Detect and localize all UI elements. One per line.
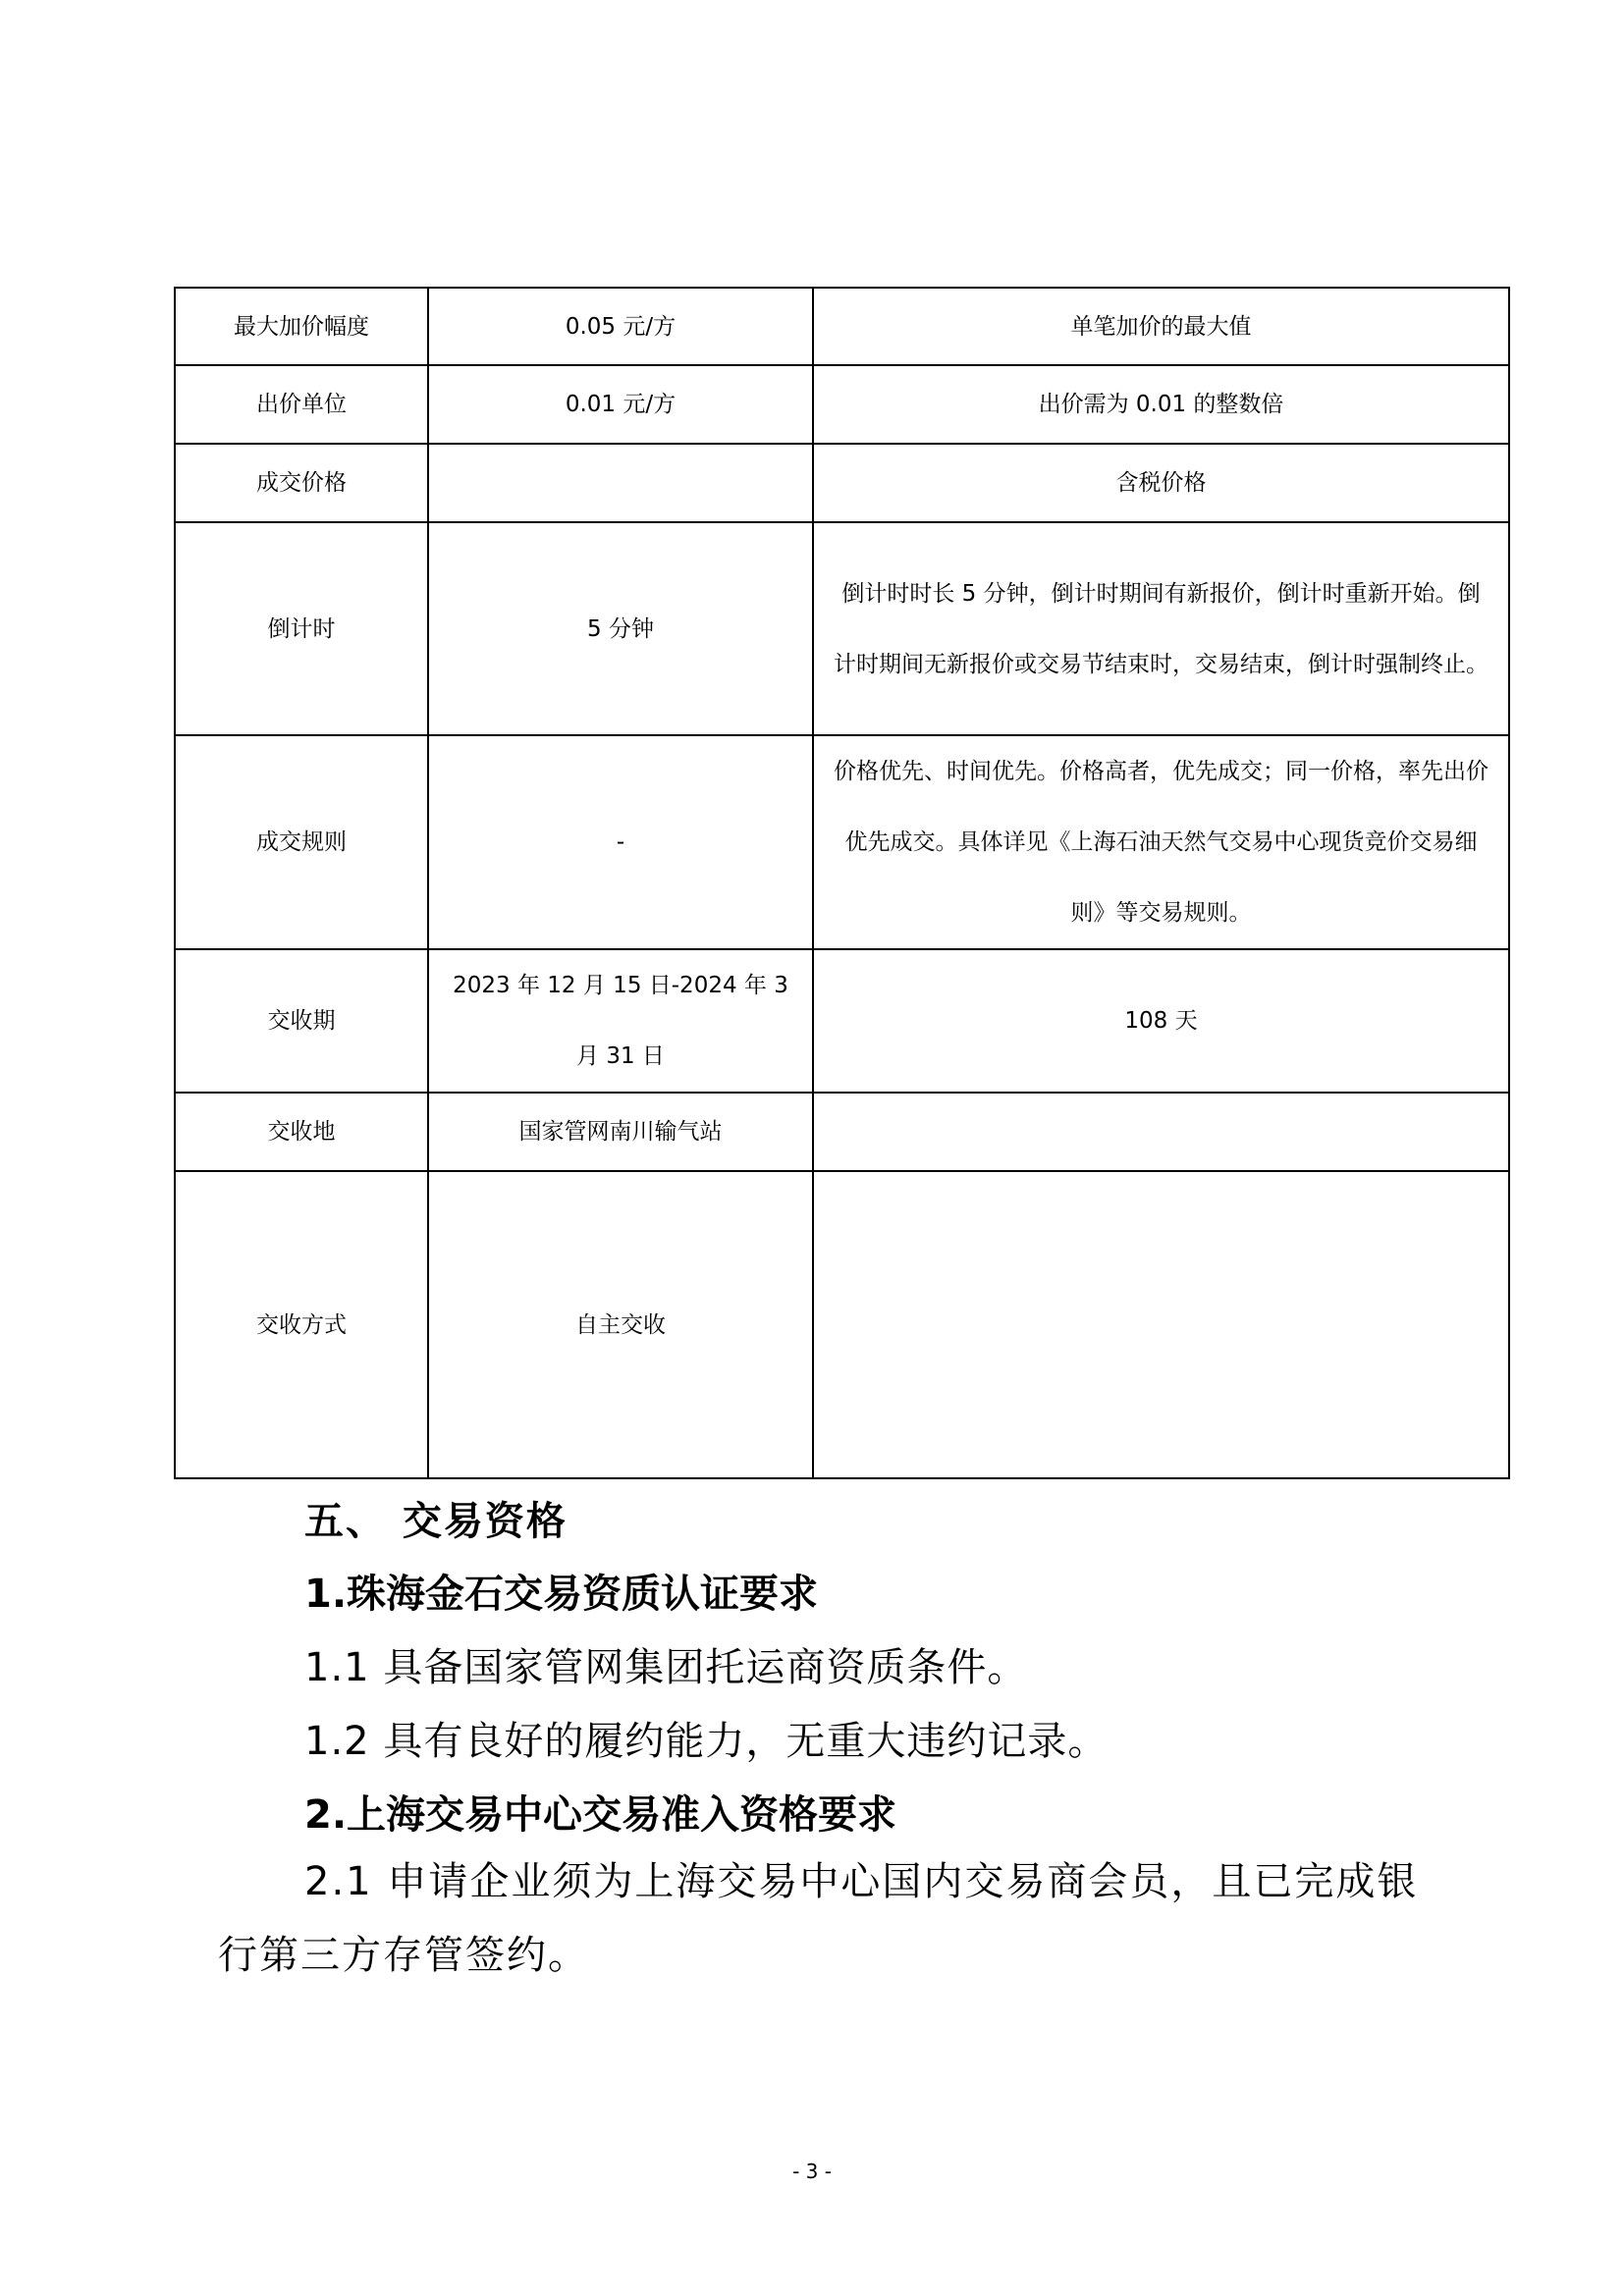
- spec-table: [174, 287, 1510, 1479]
- page-number: - 3 -: [792, 2160, 832, 2183]
- row-note: 108 天: [813, 949, 1509, 1093]
- table-row: [175, 288, 1509, 365]
- row-note: 单笔加价的最大值: [813, 288, 1509, 365]
- row-note: [813, 1171, 1509, 1478]
- row-label: 出价单位: [175, 365, 428, 444]
- row-label: 交收方式: [175, 1171, 428, 1478]
- row-note: 含税价格: [813, 444, 1509, 522]
- requirement-item: 1.2 具有良好的履约能力，无重大违约记录。: [304, 1719, 1109, 1764]
- subsection-heading-zhuhai: 1.珠海金石交易资质认证要求: [304, 1572, 819, 1617]
- table-row: [175, 522, 1509, 735]
- row-note: 出价需为 0.01 的整数倍: [813, 365, 1509, 444]
- row-value: -: [428, 735, 813, 949]
- row-note: [813, 1093, 1509, 1171]
- row-label: 成交规则: [175, 735, 428, 949]
- table-row: [175, 1093, 1509, 1171]
- row-label: 最大加价幅度: [175, 288, 428, 365]
- table-row: [175, 444, 1509, 522]
- row-value: 自主交收: [428, 1171, 813, 1478]
- row-value: [428, 444, 813, 522]
- row-label: 倒计时: [175, 522, 428, 735]
- section-heading: 五、 交易资格: [304, 1499, 568, 1544]
- row-value: 0.05 元/方: [428, 288, 813, 365]
- row-label: 成交价格: [175, 444, 428, 522]
- row-label: 交收期: [175, 949, 428, 1093]
- row-value: 5 分钟: [428, 522, 813, 735]
- table-row: [175, 949, 1509, 1093]
- row-note: 倒计时时长 5 分钟，倒计时期间有新报价，倒计时重新开始。倒计时期间无新报价或交易节结束时，交易结束，倒计时强制终止。: [813, 522, 1509, 735]
- table-row: [175, 365, 1509, 444]
- row-value: 0.01 元/方: [428, 365, 813, 444]
- table-row: [175, 735, 1509, 949]
- row-note: 价格优先、时间优先。价格高者，优先成交；同一价格，率先出价优先成交。具体详见《上海石油天然气交易中心现货竞价交易细则》等交易规则。: [813, 735, 1509, 949]
- row-value: 2023 年 12 月 15 日-2024 年 3 月 31 日: [428, 949, 813, 1093]
- requirement-item: 2.1 申请企业须为上海交易中心国内交易商会员，且已完成银行第三方存管签约。: [218, 1859, 1419, 1978]
- subsection-heading-shanghai: 2.上海交易中心交易准入资格要求: [304, 1792, 897, 1838]
- row-label: 交收地: [175, 1093, 428, 1171]
- table-row: [175, 1171, 1509, 1478]
- requirement-item: 1.1 具备国家管网集团托运商资质条件。: [304, 1645, 1028, 1690]
- row-value: 国家管网南川输气站: [428, 1093, 813, 1171]
